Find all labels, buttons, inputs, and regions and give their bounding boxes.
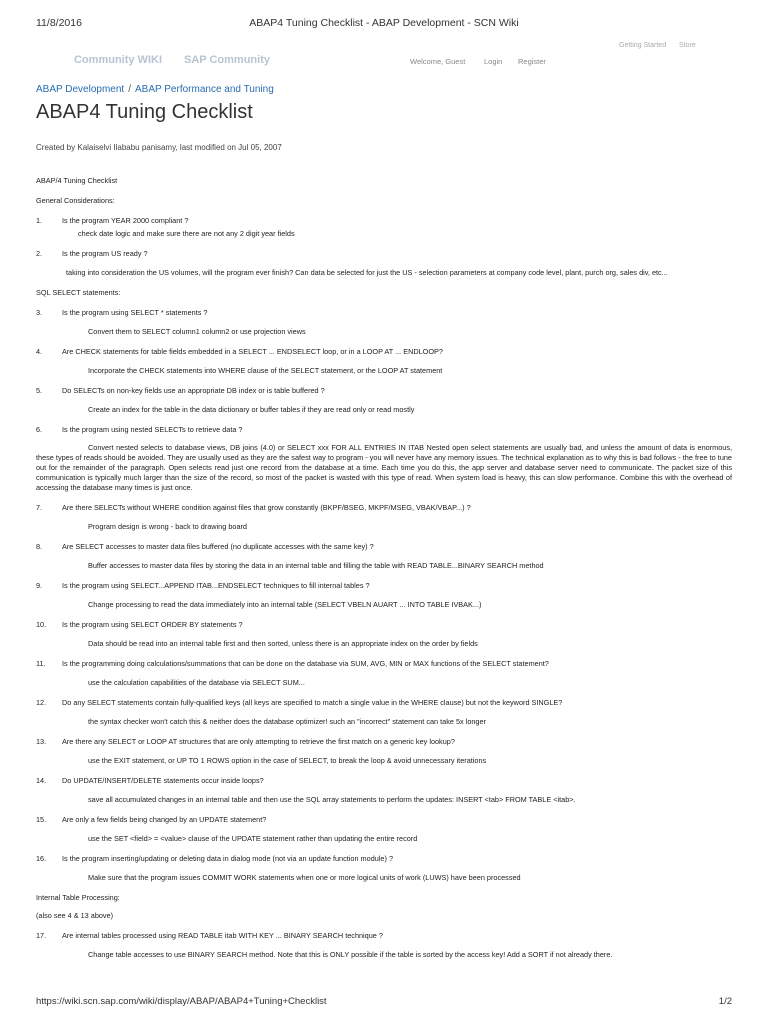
- checklist-answer: save all accumulated changes in an internal table and then use the SQL array statements to perform the updates: INSERT <tab> FROM TABLE <itab>.: [88, 795, 576, 804]
- checklist-question: [36, 776, 732, 786]
- checklist-question: [36, 815, 732, 825]
- checklist-question: [36, 698, 732, 708]
- breadcrumb-separator: /: [128, 84, 131, 95]
- checklist-answer: Change processing to read the data immediately into an internal table (SELECT VBELN AUART ... INTO TABLE IVBAK...): [88, 600, 482, 609]
- checklist-answer: Create an index for the table in the data dictionary or buffer tables if they are read only or read mostly: [88, 405, 415, 414]
- checklist-question: [36, 216, 732, 226]
- item-number: 15.: [36, 815, 47, 824]
- checklist-answer: Change table accesses to use BINARY SEARCH method. Note that this is ONLY possible if the table is sorted by the access key! Add a SORT if not already there.: [88, 950, 613, 959]
- question-text: Is the programming doing calculations/summations that can be done on the database via SUM, AVG, MIN or MAX functions of the SELECT statement?: [62, 659, 549, 668]
- checklist-question: [36, 854, 732, 864]
- question-text: Are there SELECTs without WHERE condition against files that grow constantly (BKPF/BSEG, MKPF/MSEG, VBAK/VBAP...) ?: [62, 503, 471, 512]
- community-wiki-link[interactable]: Community WIKI: [74, 54, 162, 66]
- print-header: [36, 17, 732, 31]
- item-number: 17.: [36, 931, 47, 940]
- article-body: [36, 176, 732, 960]
- print-title: ABAP4 Tuning Checklist - ABAP Development - SCN Wiki: [249, 17, 519, 29]
- checklist-answer: Convert nested selects to database views, DB joins (4.0) or SELECT xxx FOR ALL ENTRIES IN ITAB Nested open select statements are usually bad, and unless the amount of data is enormous, these types of reads should be avoided. They are usually used as they are the safest way to program - you will never have any memory issues. The technical explanation as to why this is bad follows - the free to tune out for the remainder of the paragraph. Open selects read just one record from the database at a time. Each time you do this, the app server and database server need to communicate. The packet size of this communication is typically much larger than the size of the record, so most of the packet is wasted with this type of read. When system load is heavy, this can slow performance. Combine this with the overhead of accessing the database many times is just once.: [36, 443, 732, 492]
- item-number: 3.: [36, 308, 43, 317]
- item-number: 12.: [36, 698, 47, 707]
- item-number: 9.: [36, 581, 43, 590]
- checklist-question: [36, 931, 732, 941]
- item-number: 7.: [36, 503, 43, 512]
- question-text: Is the program using SELECT * statements ?: [62, 308, 208, 317]
- checklist-answer: Make sure that the program issues COMMIT WORK statements when one or more logical units of work (LUWS) have been processed: [88, 873, 521, 882]
- section-sql: SQL SELECT statements:: [36, 288, 121, 297]
- checklist-answer: the syntax checker won't catch this & neither does the database optimizer! such an "incorrect" statement can take 5x longer: [88, 717, 486, 726]
- print-url: https://wiki.scn.sap.com/wiki/display/ABAP/ABAP4+Tuning+Checklist: [36, 996, 327, 1007]
- welcome-text: Welcome, Guest: [410, 57, 466, 66]
- checklist-question: [36, 620, 732, 630]
- page-title: ABAP4 Tuning Checklist: [36, 101, 253, 123]
- item-number: 16.: [36, 854, 47, 863]
- section-general: General Considerations:: [36, 196, 115, 205]
- question-text: Is the program inserting/updating or deleting data in dialog mode (not via an update function module) ?: [62, 854, 394, 863]
- checklist-question: [36, 542, 732, 552]
- question-text: Is the program using nested SELECTs to retrieve data ?: [62, 425, 243, 434]
- item-number: 2.: [36, 249, 43, 258]
- checklist-answer: use the SET <field> = <value> clause of the UPDATE statement rather than updating the entire record: [88, 834, 418, 843]
- question-text: Is the program YEAR 2000 compliant ?: [62, 216, 189, 225]
- question-text: Is the program US ready ?: [62, 249, 148, 258]
- question-text: Do any SELECT statements contain fully-qualified keys (all keys are specified to match a single value in the WHERE clause) but not the keyword SINGLE?: [62, 698, 563, 707]
- top-navigation: [36, 40, 732, 70]
- question-text: Are internal tables processed using READ TABLE itab WITH KEY ... BINARY SEARCH technique ?: [62, 931, 383, 940]
- checklist-question: [36, 308, 732, 318]
- question-text: Do SELECTs on non-key fields use an appropriate DB index or is table buffered ?: [62, 386, 325, 395]
- checklist-answer: Convert them to SELECT column1 column2 or use projection views: [88, 327, 306, 336]
- item-number: 10.: [36, 620, 47, 629]
- page-number: 1/2: [718, 996, 732, 1007]
- checklist-question: [36, 581, 732, 591]
- section-internal-note: (also see 4 & 13 above): [36, 911, 114, 920]
- checklist-answer: use the calculation capabilities of the database via SELECT SUM...: [88, 678, 305, 687]
- breadcrumb-abap-performance[interactable]: ABAP Performance and Tuning: [134, 84, 274, 95]
- question-text: Do UPDATE/INSERT/DELETE statements occur inside loops?: [62, 776, 264, 785]
- item-number: 6.: [36, 425, 43, 434]
- store-link[interactable]: Store: [679, 42, 696, 49]
- item-number: 11.: [36, 659, 46, 668]
- checklist-question: [36, 737, 732, 747]
- checklist-question: [36, 425, 732, 435]
- print-date: 11/8/2016: [36, 17, 82, 29]
- checklist-answer: taking into consideration the US volumes, will the program ever finish? Can data be selected for just the US - selection parameters at company code level, plant, purch org, sales div, etc...: [66, 268, 668, 277]
- item-number: 5.: [36, 386, 43, 395]
- login-link[interactable]: Login: [484, 57, 503, 66]
- getting-started-link[interactable]: Getting Started: [619, 42, 667, 49]
- checklist-answer: use the EXIT statement, or UP TO 1 ROWS option in the case of SELECT, to break the loop & avoid unnecessary iterations: [88, 756, 487, 765]
- question-text: Are there any SELECT or LOOP AT structures that are only attempting to retrieve the first match on a generic key lookup?: [62, 737, 455, 746]
- print-footer: [36, 996, 732, 1010]
- checklist-answer: Buffer accesses to master data files by storing the data in an internal table and filling the table with READ TABLE...BINARY SEARCH method: [88, 561, 544, 570]
- section-internal-table: Internal Table Processing:: [36, 893, 120, 902]
- sap-community-link[interactable]: SAP Community: [184, 54, 270, 66]
- checklist-answer: check date logic and make sure there are not any 2 digit year fields: [78, 229, 295, 238]
- checklist-question: [36, 386, 732, 396]
- checklist-answer: Data should be read into an internal table first and then sorted, unless there is an appropriate index on the order by fields: [88, 639, 478, 648]
- item-number: 8.: [36, 542, 43, 551]
- checklist-question: [36, 347, 732, 357]
- article-heading: ABAP/4 Tuning Checklist: [36, 176, 118, 185]
- checklist-answer: Program design is wrong - back to drawing board: [88, 522, 247, 531]
- breadcrumb-abap-development[interactable]: ABAP Development: [36, 84, 125, 95]
- question-text: Are only a few fields being changed by an UPDATE statement?: [62, 815, 267, 824]
- question-text: Are CHECK statements for table fields embedded in a SELECT ... ENDSELECT loop, or in a LOOP AT ... ENDLOOP?: [62, 347, 443, 356]
- item-number: 14.: [36, 776, 47, 785]
- question-text: Are SELECT accesses to master data files buffered (no duplicate accesses with the same key) ?: [62, 542, 374, 551]
- checklist-answer: Incorporate the CHECK statements into WHERE clause of the SELECT statement, or the LOOP AT statement: [88, 366, 443, 375]
- checklist-question: [36, 503, 732, 513]
- question-text: Is the program using SELECT ORDER BY statements ?: [62, 620, 243, 629]
- breadcrumb: [36, 84, 274, 95]
- page-byline: Created by Kalaiselvi Ilababu panisamy, last modified on Jul 05, 2007: [36, 143, 282, 152]
- checklist-question: [36, 249, 732, 259]
- item-number: 4.: [36, 347, 43, 356]
- checklist-question: [36, 659, 732, 669]
- question-text: Is the program using SELECT...APPEND ITAB...ENDSELECT techniques to fill internal tables ?: [62, 581, 370, 590]
- register-link[interactable]: Register: [518, 57, 546, 66]
- item-number: 13.: [36, 737, 47, 746]
- item-number: 1.: [36, 216, 43, 225]
